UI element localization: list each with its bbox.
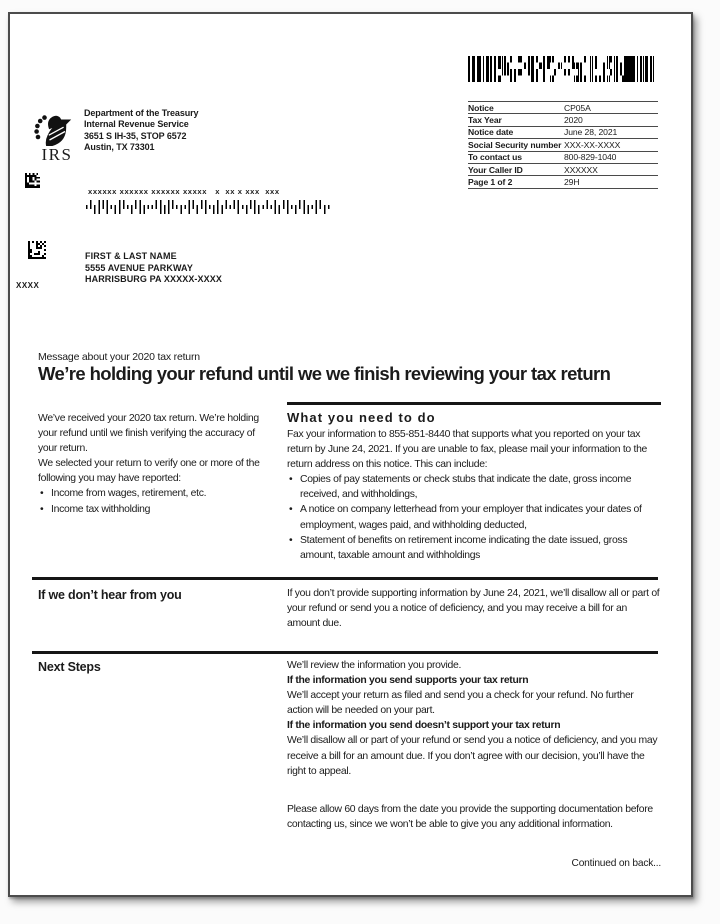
section-paragraph: Fax your information to 855-851-8440 that supports what you reported on your tax return by June 24, 2021. If you are unable to fax, please mail your information to the return address on this notice. This can include:: [287, 429, 648, 471]
intelligent-mail-barcode-icon: [86, 200, 333, 214]
mail-routing-code: xxxxxx xxxxxx xxxxxx xxxxx x xx x xxx xxx: [88, 187, 280, 196]
datamatrix-icon: [28, 241, 46, 259]
notice-row: [468, 151, 658, 163]
notice-value: XXXXXX: [564, 164, 598, 175]
next-steps-paragraph: We’ll disallow all or part of your refund or send you a notice of deficiency, and you may receive a bill for an amount due. If you don’t agree with our decision, you’ll have the right to appeal.: [287, 735, 658, 777]
notice-value: CP05A: [564, 102, 591, 113]
next-steps-subheading: If the information you send supports your tax return: [287, 675, 529, 687]
section-divider: [32, 651, 658, 654]
section-paragraph: If you don’t provide supporting information by June 24, 2021, we’ll disallow all or part of your refund or send you a notice of deficiency, and you may receive a bill for an amount due.: [287, 588, 660, 630]
overview-column: [38, 411, 266, 517]
continued-on-back-note: Continued on back...: [571, 858, 661, 869]
sender-line: Department of the Treasury: [84, 108, 199, 118]
notice-label: To contact us: [468, 152, 522, 163]
bullet-item: • Copies of pay statements or check stubs that indicate the date, gross income received, and withholdings,: [300, 472, 661, 502]
notice-row: [468, 163, 658, 175]
recipient-address: [85, 251, 222, 286]
notice-value: June 28, 2021: [564, 127, 618, 138]
notice-label: Tax Year: [468, 114, 502, 125]
notice-value: 29H: [564, 176, 580, 187]
notice-label: Notice date: [468, 127, 514, 138]
datamatrix-icon: [25, 173, 40, 188]
notice-row: [468, 139, 658, 151]
notice-label: Notice: [468, 102, 494, 113]
next-steps-paragraph: We’ll review the information you provide.: [287, 660, 462, 671]
bullet-item: • Statement of benefits on retirement income indicating the date issued, gross amount, taxable amount and withholdings: [300, 533, 661, 563]
bullet-item: • Income from wages, retirement, etc.: [51, 486, 266, 501]
bullet-item: • Income tax withholding: [51, 502, 266, 517]
section-divider: [32, 577, 658, 580]
notice-row: [468, 114, 658, 126]
next-steps-subheading: If the information you send doesn’t support your tax return: [287, 720, 561, 732]
bullet-item: • A notice on company letterhead from your employer that indicates your dates of employment, wages paid, and withholding deducted,: [300, 502, 661, 532]
overview-paragraph: We selected your return to verify one or more of the following you may have reported:: [38, 458, 260, 485]
next-steps-closing: Please allow 60 days from the date you provide the supporting documentation before contacting us, since we won’t be able to give you any additional information.: [287, 803, 653, 830]
notice-value: XXX-XX-XXXX: [564, 139, 621, 150]
notice-label: Your Caller ID: [468, 164, 523, 175]
irs-logo: [33, 114, 81, 165]
margin-code: XXXX: [16, 281, 40, 290]
sender-line: Austin, TX 73301: [84, 142, 155, 153]
notice-row: [468, 102, 658, 114]
what-you-need-to-do-section: [287, 402, 661, 563]
sender-address: [84, 108, 198, 154]
notice-label: Page 1 of 2: [468, 176, 513, 187]
recipient-line: FIRST & LAST NAME: [85, 251, 177, 261]
sender-line: Internal Revenue Service: [84, 119, 189, 130]
overview-paragraph: We’ve received your 2020 tax return. We’re holding your refund until we finish verifying the accuracy of your return.: [38, 413, 259, 455]
notice-info-table: [468, 101, 658, 189]
notice-headline: We’re holding your refund until we we finish reviewing your tax return: [38, 363, 611, 384]
recipient-line: HARRISBURG PA XXXXX-XXXX: [85, 274, 222, 285]
notice-label: Social Security number: [468, 139, 562, 150]
irs-eagle-icon: [33, 114, 73, 146]
section-heading: Next Steps: [38, 660, 101, 674]
irs-logo-text: IRS: [41, 145, 73, 164]
notice-value: 800-829-1040: [564, 152, 617, 163]
stacked-2d-barcode-icon: [468, 56, 654, 82]
notice-page: [8, 12, 693, 897]
notice-value: 2020: [564, 114, 583, 125]
section-divider: [287, 402, 661, 405]
notice-subject: Message about your 2020 tax return: [38, 351, 200, 363]
recipient-line: 5555 AVENUE PARKWAY: [85, 262, 193, 273]
next-steps-body: [287, 658, 661, 832]
next-steps-paragraph: We’ll accept your return as filed and send you a check for your refund. No further action will be needed on your part.: [287, 690, 634, 717]
notice-row: [468, 126, 658, 138]
notice-row: [468, 176, 658, 188]
sender-line: 3651 S IH-35, STOP 6572: [84, 130, 187, 141]
section-heading: If we don’t hear from you: [38, 588, 182, 602]
section-heading: What you need to do: [287, 410, 436, 425]
